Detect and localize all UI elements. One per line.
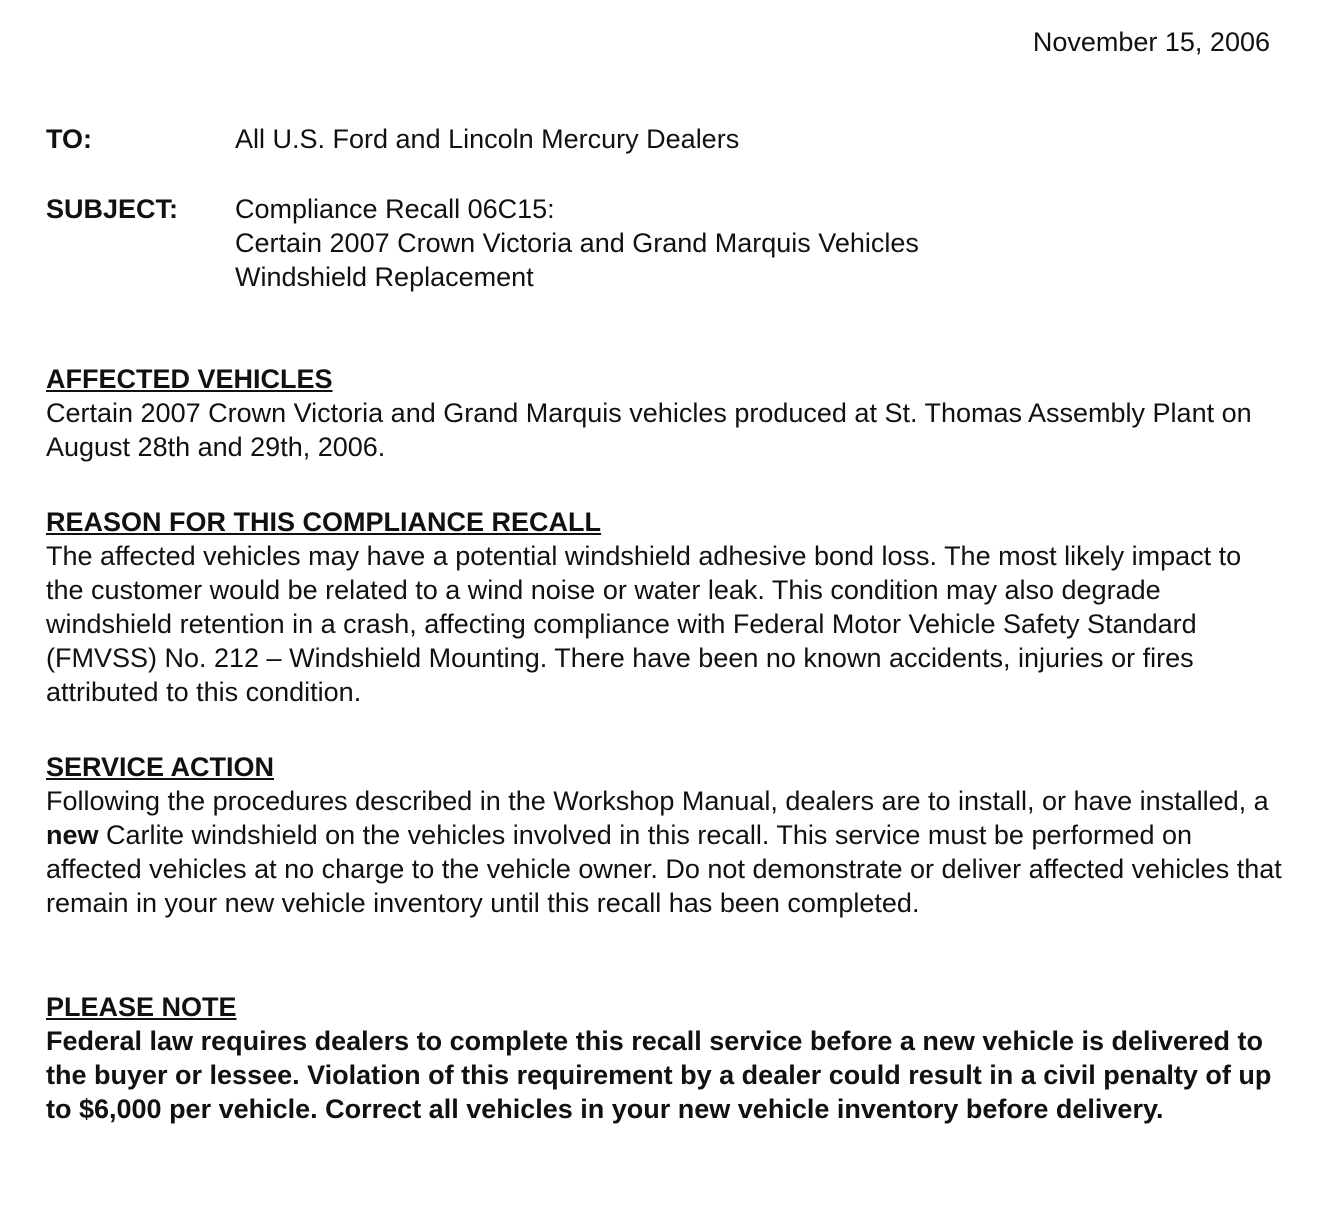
to-label: TO: xyxy=(46,124,92,154)
reason-body: The affected vehicles may have a potential windshield adhesive bond loss. The most likely impact to the customer would be related to a wind noise or water leak. This condition may also degrade windshield retention in a crash, affecting compliance with Federal Motor Vehicle Safety Standard (FMVSS) No. 212 – Windshield Mounting. There have been no known accidents, injuries or fires attributed to this condition. xyxy=(46,541,1242,707)
subject-value xyxy=(235,192,919,294)
service-action-body xyxy=(46,784,1286,920)
service-body-emphasis: new xyxy=(46,820,99,850)
reason-heading: REASON FOR THIS COMPLIANCE RECALL xyxy=(46,507,602,537)
to-row xyxy=(46,122,739,156)
subject-label: SUBJECT: xyxy=(46,194,179,224)
subject-line: Certain 2007 Crown Victoria and Grand Marquis Vehicles xyxy=(235,228,919,258)
service-body-part: Following the procedures described in the Workshop Manual, dealers are to install, or have installed, a xyxy=(46,786,1269,816)
please-note-body: Federal law requires dealers to complete this recall service before a new vehicle is delivered to the buyer or lessee. Violation of this requirement by a dealer could result in a civil penalty of up to $6,000 per vehicle. Correct all vehicles in your new vehicle inventory before delivery. xyxy=(46,1026,1272,1124)
service-action-heading: SERVICE ACTION xyxy=(46,752,275,782)
reason-section xyxy=(46,505,1286,709)
letter-date: November 15, 2006 xyxy=(1032,27,1270,57)
affected-vehicles-section xyxy=(46,362,1286,464)
affected-vehicles-heading: AFFECTED VEHICLES xyxy=(46,364,333,394)
please-note-heading: PLEASE NOTE xyxy=(46,992,237,1022)
please-note-section xyxy=(46,990,1286,1126)
subject-line: Compliance Recall 06C15: xyxy=(235,194,555,224)
affected-vehicles-body: Certain 2007 Crown Victoria and Grand Marquis vehicles produced at St. Thomas Assembly Plant on August 28th and 29th, 2006. xyxy=(46,398,1252,462)
subject-row xyxy=(46,192,919,294)
service-action-section xyxy=(46,750,1286,920)
to-value: All U.S. Ford and Lincoln Mercury Dealers xyxy=(235,124,740,154)
subject-line: Windshield Replacement xyxy=(235,262,534,292)
service-body-part: Carlite windshield on the vehicles involved in this recall. This service must be performed on affected vehicles at no charge to the vehicle owner. Do not demonstrate or deliver affected vehicles that remain in your new vehicle inventory until this recall has been completed. xyxy=(46,820,1282,918)
